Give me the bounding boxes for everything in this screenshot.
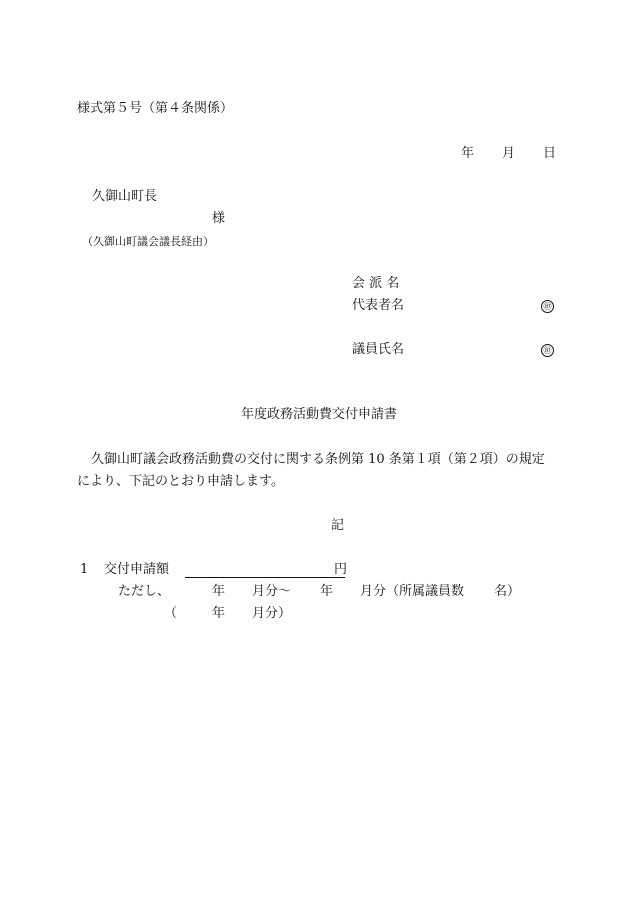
- proviso-prefix: ただし、: [118, 584, 171, 599]
- document-title: 年度政務活動費交付申請書: [241, 407, 398, 422]
- faction-label: 会 派 名: [352, 276, 400, 291]
- representative-seal: ㊞: [541, 298, 554, 314]
- member-label: 議員氏名: [352, 342, 405, 357]
- proviso2-year: 年: [212, 606, 226, 621]
- proviso-year-1: 年: [212, 584, 226, 599]
- date-month-label: 月: [502, 146, 516, 161]
- representative-label: 代表者名: [352, 298, 405, 313]
- date-year-label: 年: [461, 146, 475, 161]
- item-1-number: 1: [80, 562, 89, 577]
- ki-heading: 記: [331, 518, 345, 533]
- proviso-year-2: 年: [320, 584, 334, 599]
- body-line-1: 久御山町議会政務活動費の交付に関する条例第 10 条第１項（第２項）の規定: [91, 452, 545, 467]
- proviso-month-2: 月分（所属議員数: [360, 584, 465, 599]
- addressee-honorific: 様: [212, 211, 226, 226]
- date-day-label: 日: [543, 146, 557, 161]
- form-number: 様式第５号（第４条関係）: [77, 101, 234, 116]
- proviso-month-1: 月分～: [252, 584, 292, 599]
- member-seal: ㊞: [541, 342, 554, 358]
- proviso2-open: （: [164, 606, 178, 621]
- proviso2-month: 月分）: [252, 606, 292, 621]
- proviso-member-unit: 名）: [494, 584, 521, 599]
- item-1-label: 交付申請額: [104, 562, 170, 577]
- body-line-2: により、下記のとおり申請します。: [77, 474, 284, 489]
- addressee-title: 久御山町長: [92, 189, 158, 204]
- addressee-via: （久御山町議会議長経由）: [82, 235, 214, 248]
- amount-blank-line: [185, 577, 345, 578]
- item-1-unit: 円: [334, 562, 348, 577]
